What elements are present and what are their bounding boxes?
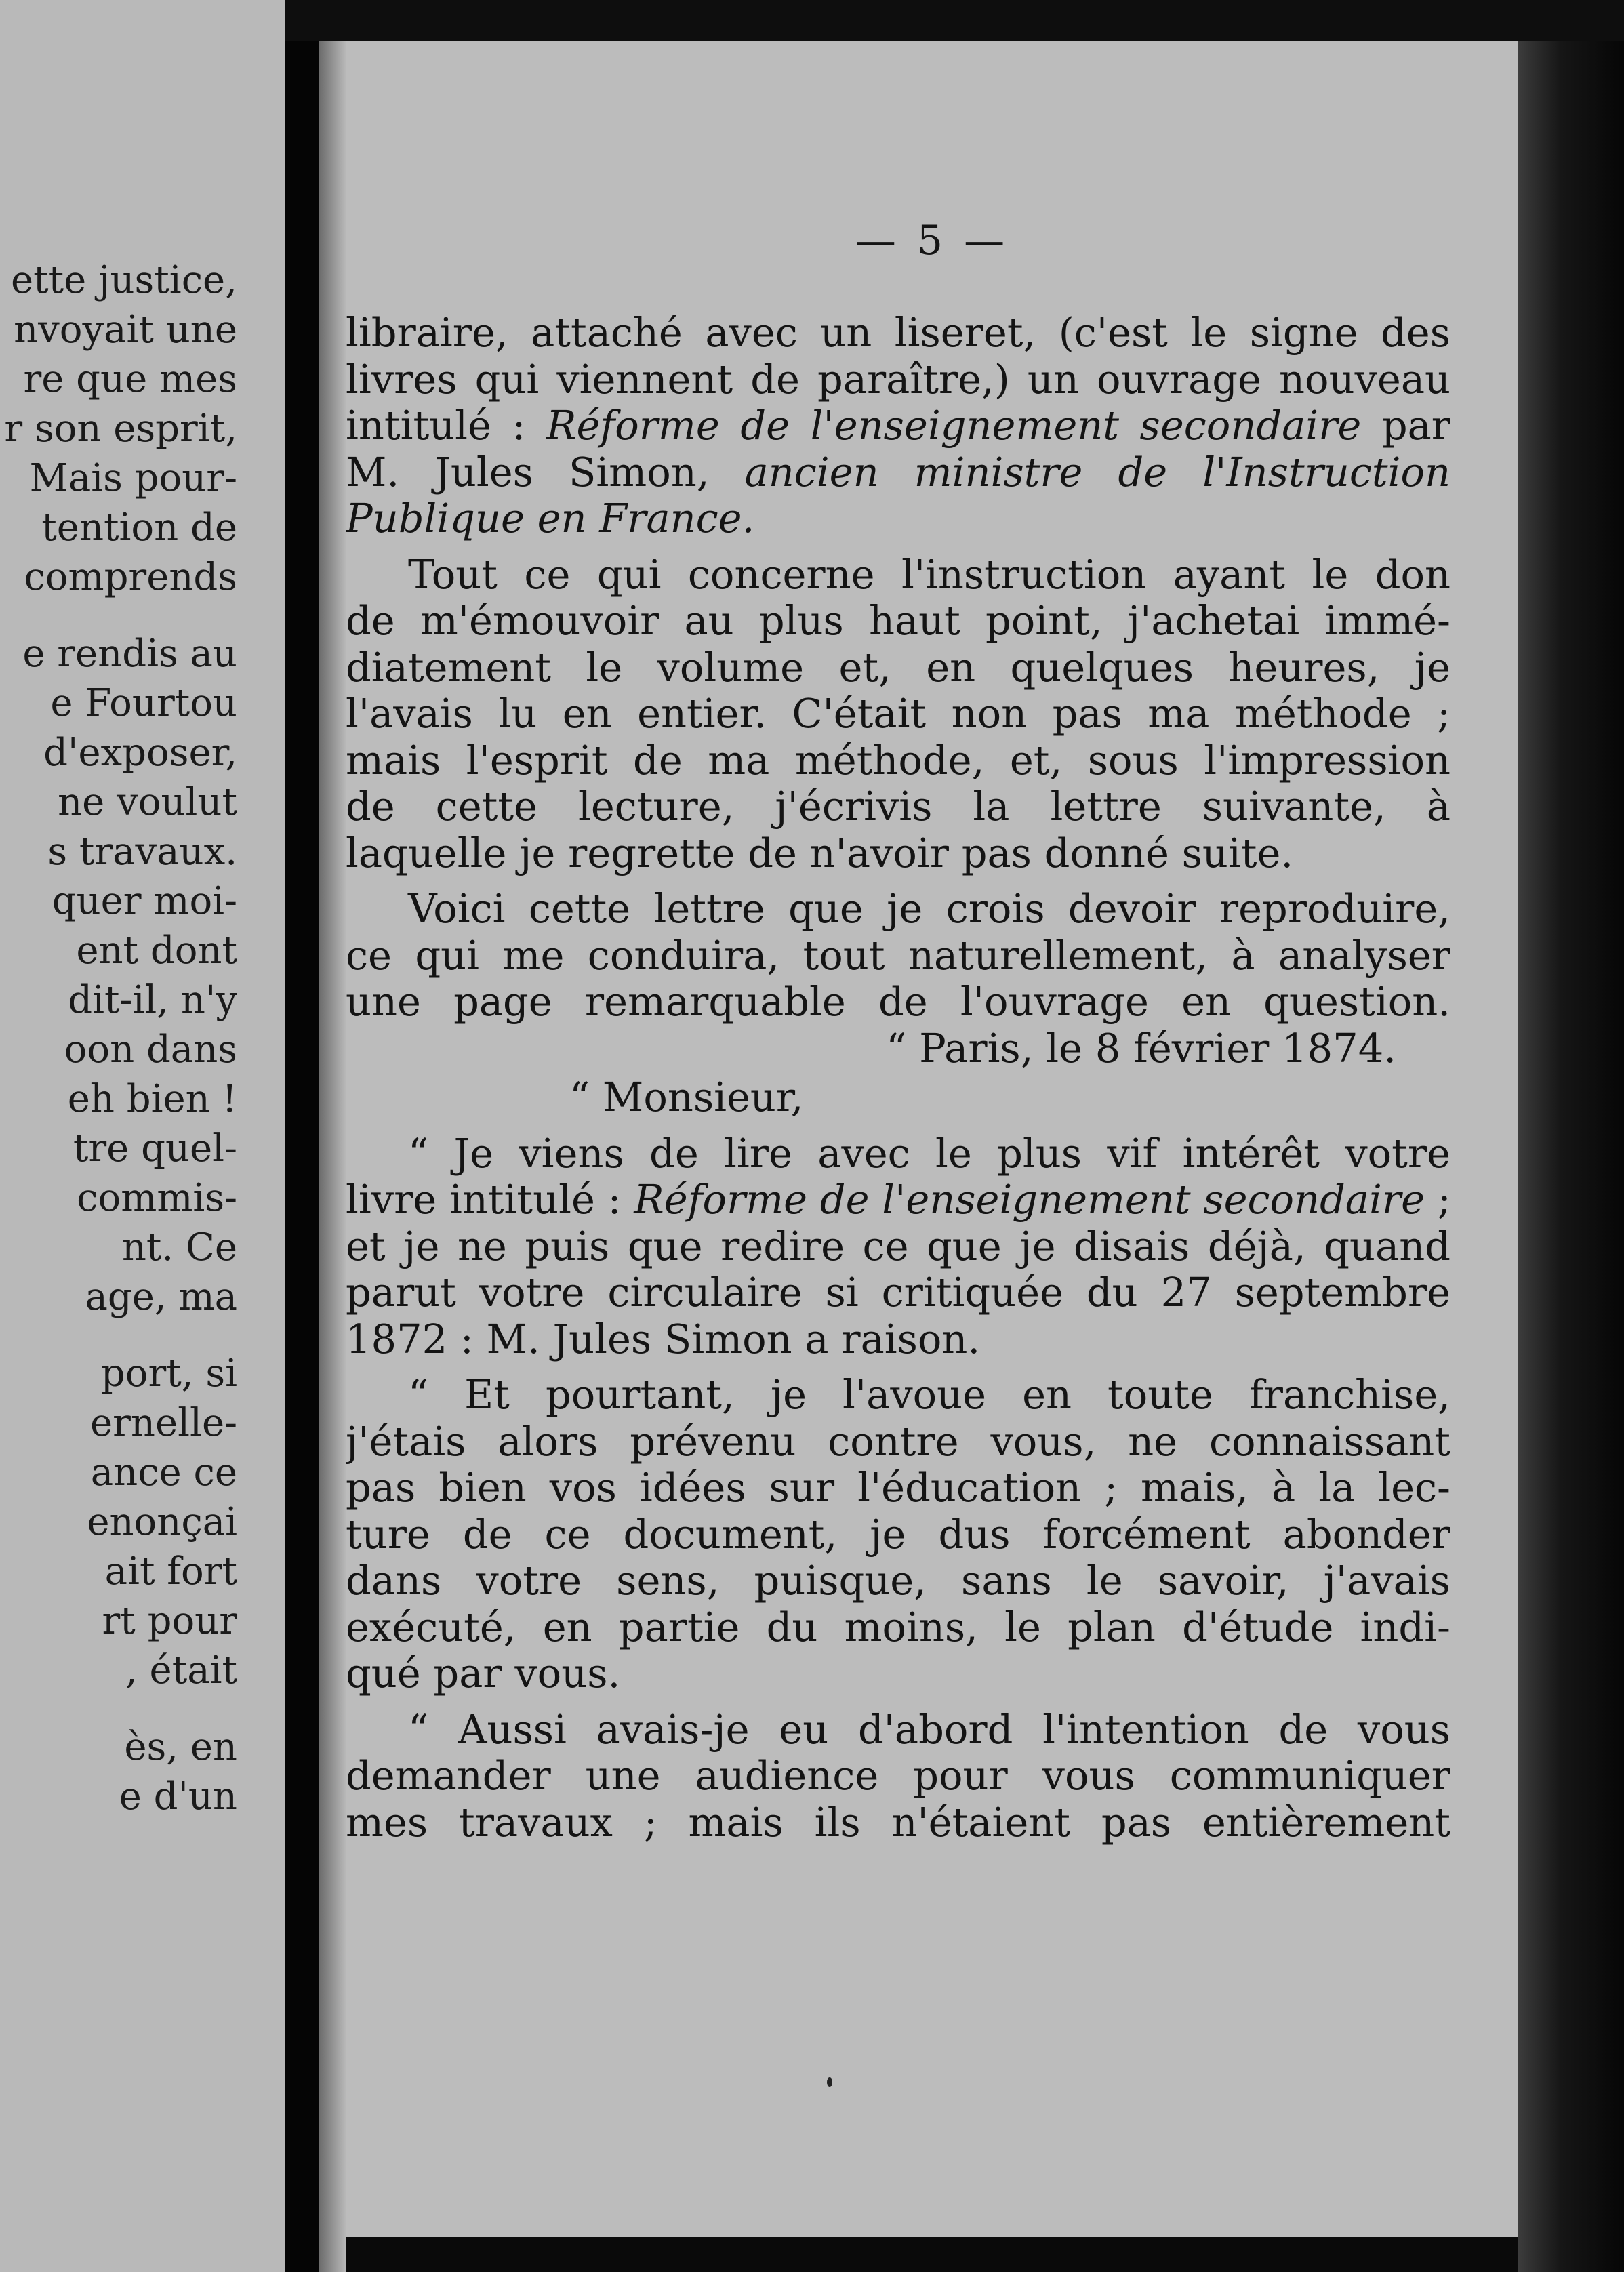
italic-title-text: Réforme de l'enseignement secondaire (634, 1176, 1425, 1223)
book-page (346, 41, 1518, 2237)
left-page-fragment: e Fourtou (50, 681, 237, 725)
text-line: parut votre circulaire si critiquée du 27 septembre (346, 1269, 1450, 1316)
left-page-fragment: nt. Ce (121, 1225, 237, 1270)
text-line (346, 401, 1450, 450)
left-page-fragment: age, ma (85, 1275, 237, 1319)
text-line: diatement le volume et, en quelques heures, je (346, 643, 1450, 691)
left-facing-page (0, 0, 285, 2272)
text-line: ce qui me conduira, tout naturellement, à analyser (346, 931, 1450, 979)
left-page-fragment: eh bien ! (67, 1077, 237, 1121)
left-page-fragment: quer moi- (52, 879, 237, 923)
page-number: — 5 — (855, 217, 1009, 264)
text-run: livre intitulé : (346, 1176, 634, 1223)
left-page-fragment: nvoyait une (14, 308, 237, 352)
text-run: M. Jules Simon, (346, 448, 745, 495)
text-line: laquelle je regrette de n'avoir pas donné suite. (346, 829, 1294, 876)
left-page-fragment: re que mes (23, 357, 237, 401)
text-line: libraire, attaché avec un liseret, (c'est le signe des (346, 309, 1450, 356)
ink-speck (827, 2077, 832, 2087)
text-line: ture de ce document, je dus forcément abonder (346, 1510, 1450, 1558)
left-page-fragment: , était (125, 1648, 237, 1692)
text-line: de m'émouvoir au plus haut point, j'achetai immé- (346, 597, 1450, 644)
book-gutter (285, 0, 319, 2272)
left-page-fragment: tre quel- (73, 1127, 237, 1171)
left-page-fragment: e d'un (119, 1774, 237, 1819)
left-page-fragment: e rendis au (22, 632, 237, 676)
text-line (346, 448, 1450, 497)
left-page-fragment: commis- (77, 1176, 237, 1220)
text-run: ; (1425, 1176, 1451, 1223)
text-line: de cette lecture, j'écrivis la lettre suivante, à (346, 783, 1450, 830)
text-run: livres qui viennent de paraître,) un ouvrage nouveau (346, 355, 1450, 403)
left-page-fragment: ait fort (104, 1549, 237, 1594)
left-page-fragment: enonçai (87, 1500, 237, 1544)
text-line: “ Paris, le 8 février 1874. (886, 1024, 1396, 1072)
left-page-fragment: comprends (24, 555, 237, 599)
left-page-fragment: d'exposer, (43, 731, 237, 775)
left-page-fragment: ette justice, (11, 258, 237, 302)
left-page-fragment: Mais pour- (29, 456, 237, 500)
text-line: demander une audience pour vous communiquer (346, 1752, 1450, 1799)
left-page-fragment: s travaux. (47, 830, 237, 874)
left-page-fragment: tention de (41, 506, 237, 550)
left-page-fragment: ne voulut (58, 780, 237, 824)
text-line: mais l'esprit de ma méthode, et, sous l'impression (346, 736, 1450, 784)
text-line: une page remarquable de l'ouvrage en question. (346, 978, 1450, 1025)
left-page-fragment: dit-il, n'y (68, 978, 237, 1022)
left-page-fragment: ent dont (76, 929, 237, 973)
gutter-shadow (319, 0, 346, 2272)
text-line: “ Je viens de lire avec le plus vif intérêt votre (408, 1129, 1450, 1177)
italic-title-text: Publique en France. (346, 495, 755, 542)
text-line: qué par vous. (346, 1650, 621, 1697)
text-run: par (1361, 402, 1451, 449)
text-line: “ Et pourtant, je l'avoue en toute franchise, (408, 1371, 1450, 1418)
left-page-fragment: port, si (100, 1352, 237, 1396)
text-line: j'étais alors prévenu contre vous, ne connaissant (346, 1417, 1450, 1465)
text-line: exécuté, en partie du moins, le plan d'étude indi- (346, 1603, 1450, 1650)
text-line (346, 494, 1450, 543)
scan-border-top (285, 0, 1624, 41)
text-line: “ Monsieur, (569, 1074, 804, 1120)
scan-border-right (1518, 41, 1624, 2272)
text-line: l'avais lu en entier. C'était non pas ma méthode ; (346, 690, 1450, 737)
text-line (346, 1175, 1450, 1224)
left-page-fragment: oon dans (64, 1028, 237, 1072)
text-line: “ Aussi avais-je eu d'abord l'intention de vous (408, 1705, 1450, 1753)
text-line: Tout ce qui concerne l'instruction ayant le don (408, 550, 1450, 598)
left-page-fragment: ernelle- (90, 1401, 237, 1445)
text-run: intitulé : (346, 402, 547, 449)
left-page-fragment: rt pour (102, 1599, 237, 1643)
text-line: mes travaux ; mais ils n'étaient pas entièrement (346, 1798, 1450, 1846)
text-line: et je ne puis que redire ce que je disais déjà, quand (346, 1222, 1450, 1270)
text-line (346, 355, 1450, 404)
text-line: 1872 : M. Jules Simon a raison. (346, 1315, 981, 1362)
left-page-fragment: ance ce (90, 1451, 237, 1495)
text-line: dans votre sens, puisque, sans le savoir, j'avais (346, 1557, 1450, 1604)
text-line: pas bien vos idées sur l'éducation ; mais, à la lec- (346, 1464, 1450, 1511)
left-page-fragment: ès, en (124, 1725, 237, 1769)
italic-title-text: Réforme de l'enseignement secondaire (546, 402, 1362, 449)
left-page-fragment: r son esprit, (4, 407, 237, 451)
italic-title-text: ancien ministre de l'Instruction (744, 448, 1450, 495)
text-line: Voici cette lettre que je crois devoir reproduire, (408, 885, 1450, 932)
